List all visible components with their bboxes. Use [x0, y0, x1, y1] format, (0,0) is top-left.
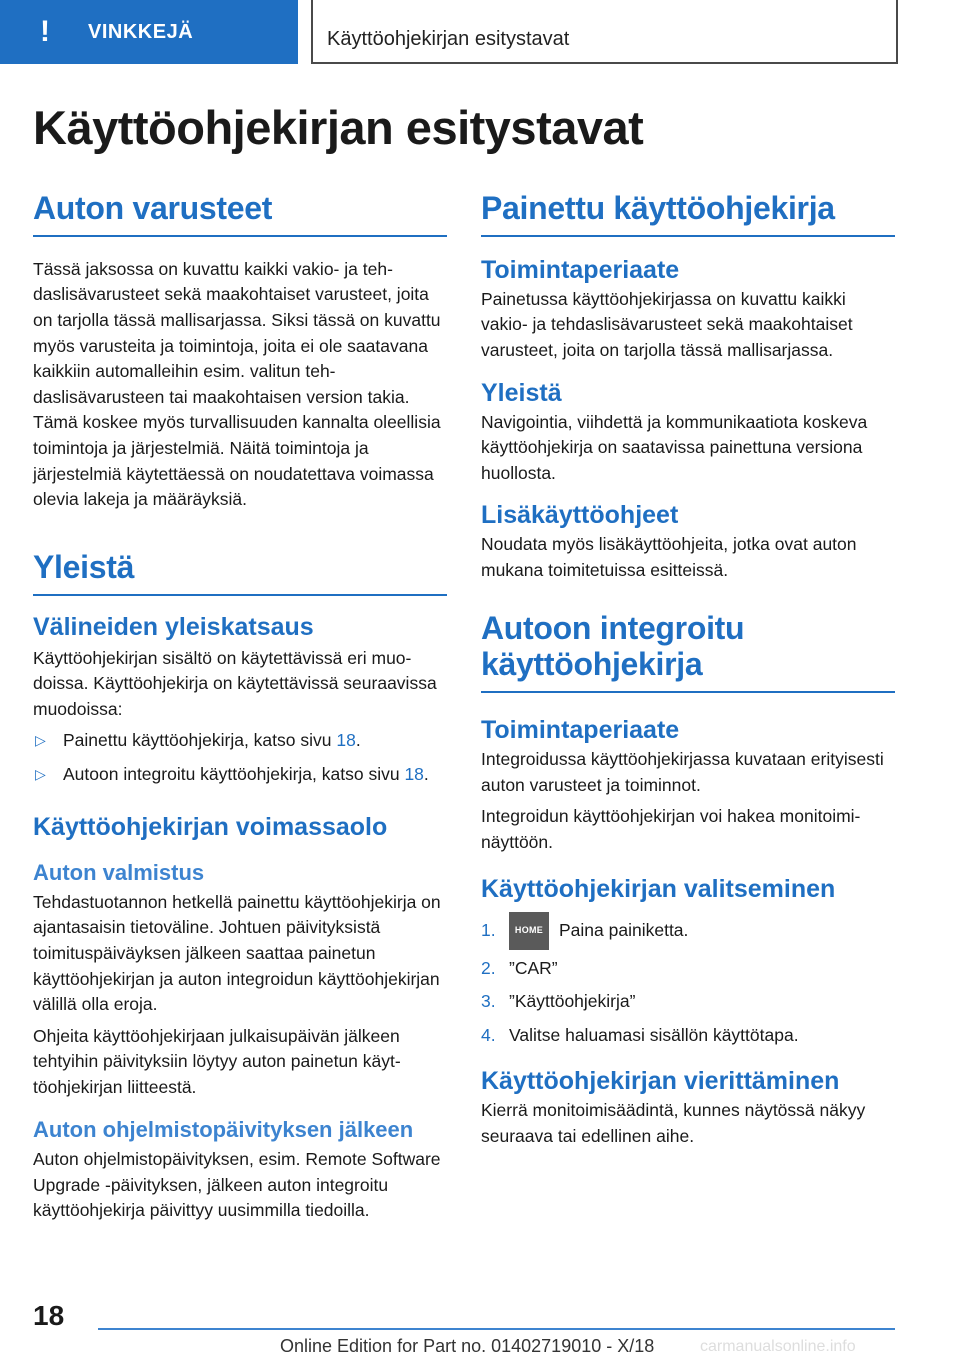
manufacturing-paragraph: Tehdastuotannon hetkellä painettu käyttöohjekirja on ajantasaisin tietoväline. Johtuen päivityksistä toimituspäiväyksen jälkeen saattaa painetun käyttöohjekirjan ja auton integroidun käyttöohjekirjan välillä olla eroja.	[33, 891, 441, 1015]
subsection-general: Yleistä	[481, 378, 562, 407]
integrated-paragraph-1: Integroidussa käyttöohjekirjassa kuvataan erityisesti auton varusteet ja toiminnot.	[481, 749, 884, 795]
subsection-selecting: Käyttöohjekirjan valitseminen	[481, 874, 836, 903]
footer-edition: Online Edition for Part no. 01402719010 - X/18	[280, 1336, 655, 1356]
left-column	[33, 190, 447, 1224]
watermark: carmanualsonline.info	[700, 1338, 856, 1355]
section-title-general: Yleistä	[33, 549, 447, 596]
additional-paragraph: Noudata myös lisäkäyttöohjeita, jotka ovat auton mukana toimitetuissa esitteissä.	[481, 534, 857, 580]
section-title-printed-manual: Painettu käyttöohjekirja	[481, 190, 895, 237]
subsection-principle-integrated: Toimintaperiaate	[481, 716, 680, 745]
triangle-bullet-icon: ▷	[35, 765, 46, 782]
page-link[interactable]: 18	[336, 730, 356, 751]
page-number: 18	[33, 1300, 65, 1331]
steps-list	[481, 912, 895, 1049]
scrolling-paragraph: Kierrä monitoimisäädintä, kunnes näytössä näkyy seuraava tai edellinen aihe.	[481, 1100, 866, 1146]
section-title-equipment: Auton varusteet	[33, 190, 447, 237]
list-item: 1. HOME Paina painiketta.	[481, 912, 895, 950]
software-update-paragraph: Auton ohjelmistopäivityksen, esim. Remote Software Upgrade -päivityksen, jälkeen auton integroitu käyttöohjekirja päivittyy uusimmilla tiedoilla.	[33, 1149, 441, 1221]
subsection-additional: Lisäkäyttöohjeet	[481, 501, 679, 530]
equipment-paragraph: Tässä jaksossa on kuvattu kaikki vakio- ja tehdaslisävarusteet sekä maakohtaiset varusteet, joita on tarjolla tässä mallisarjassa. Siksi tässä on kuvattu myös varusteita ja toimintoja, joita ei ole saatavana kaikkiin automalleihin esim. valitun tehdaslisävarusteen tai maakohtaisen version takia. Tämä koskee myös turvallisuuden kannalta oleellisia toimintoja ja järjestelmiä. Näitä toimintoja ja järjestelmiä käytettäessä on noudatettava voimassa olevia lakeja ja määräyksiä.	[33, 258, 441, 510]
section-title-integrated-manual: Autoon integroitu käyttöohjekirja	[481, 610, 895, 694]
integrated-paragraph-2: Integroidun käyttöohjekirjan voi hakea monitoiminäyttöön.	[481, 806, 861, 852]
right-column	[481, 190, 895, 1149]
subsection-software-update: Auton ohjelmistopäivityksen jälkeen	[33, 1116, 414, 1142]
header-tab	[0, 0, 298, 64]
header-section-box	[311, 0, 898, 64]
page-title: Käyttöohjekirjan esitystavat	[33, 101, 644, 154]
updates-paragraph: Ohjeita käyttöohjekirjaan julkaisupäivän jälkeen tehtyihin päivityksiin löytyy auton painetun käyttöohjekirjan liitteestä.	[33, 1025, 401, 1098]
subsection-principle: Toimintaperiaate	[481, 255, 680, 284]
principle-paragraph: Painetussa käyttöohjekirjassa on kuvattu kaikki vakio- ja tehdaslisävarusteet sekä maakohtaiset varusteet, joita on tarjolla tässä mallisarjassa.	[481, 288, 853, 360]
list-item: ▷ Autoon integroitu käyttöohjekirja, katso sivu 18.	[33, 762, 447, 788]
media-list	[33, 728, 447, 787]
subsection-manufacturing: Auton valmistus	[33, 859, 205, 885]
home-button-icon: HOME	[509, 912, 549, 950]
triangle-bullet-icon: ▷	[35, 732, 46, 749]
header-section-label: Käyttöohjekirjan esitystavat	[327, 28, 570, 50]
page-link[interactable]: 18	[404, 763, 424, 784]
subsection-scrolling: Käyttöohjekirjan vierittäminen	[481, 1067, 840, 1096]
list-item: ▷ Painettu käyttöohjekirja, katso sivu 18.	[33, 728, 447, 754]
media-paragraph: Käyttöohjekirjan sisältö on käytettävissä eri muodoissa. Käyttöohjekirja on käytettävissä seuraavissa muodoissa:	[33, 647, 437, 719]
footer-divider	[98, 1328, 895, 1330]
subsection-media-overview: Välineiden yleiskatsaus	[33, 612, 314, 641]
list-item: 2. ”CAR”	[481, 957, 558, 978]
list-item: 4. Valitse haluamasi sisällön käyttötapa.	[481, 1024, 799, 1045]
list-item: 3. ”Käyttöohjekirja”	[481, 991, 636, 1012]
subsection-validity: Käyttöohjekirjan voimassaolo	[33, 812, 388, 841]
header-tab-label: VINKKEJÄ	[88, 20, 194, 43]
exclamation-icon: !	[40, 15, 50, 48]
general-paragraph: Navigointia, viihdettä ja kommunikaatiota koskeva käyttöohjekirja on saatavissa painettuna versiona huollosta.	[481, 411, 868, 483]
